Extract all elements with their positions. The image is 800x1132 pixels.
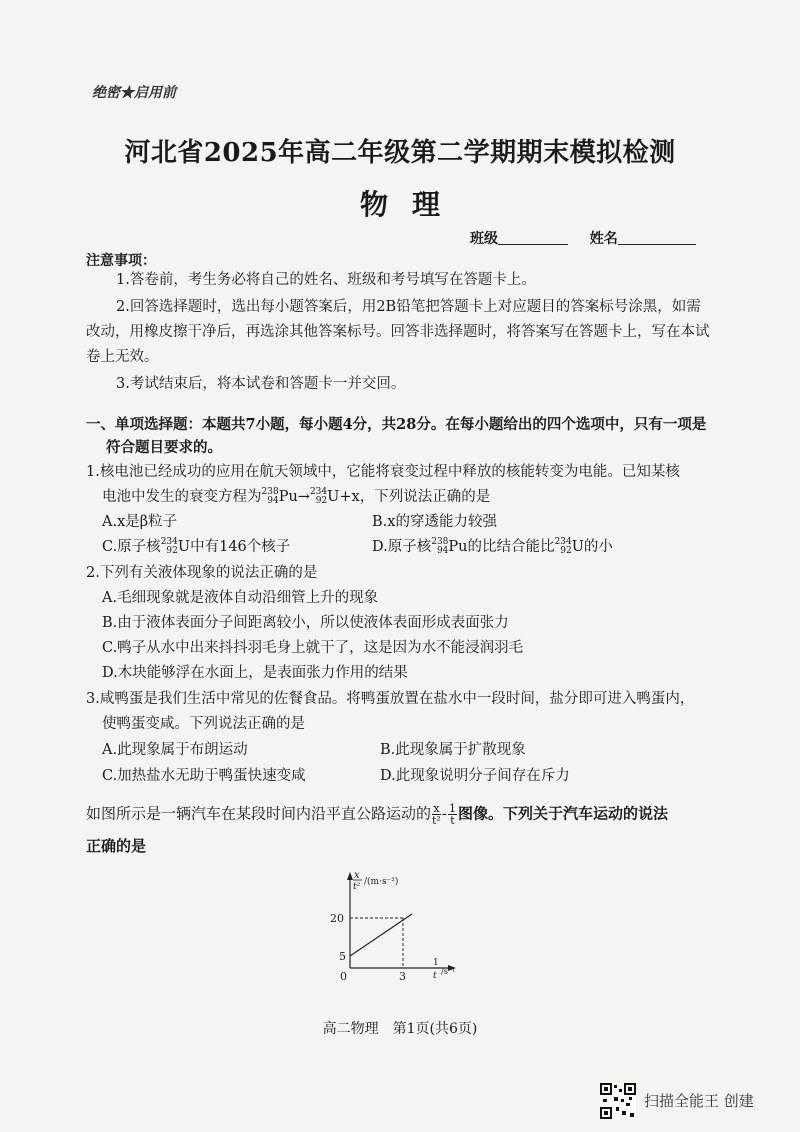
q1-stem-equation: 电池中发生的衰变方程为 238 94 Pu→ 234 92 U+x，下列说法正确的是: [102, 487, 491, 506]
q4-stem: 如图所示是一辆汽车在某段时间内沿平直公路运动的 $\frac{x}{\text{t²}}$ - $\frac{1}{t}$ 图像。下列关于汽车运动的说法: [86, 802, 668, 827]
section1-heading-cont: 符合题目要求的。: [106, 439, 222, 456]
page-footer: 高二物理 第1页(共6页): [322, 1021, 478, 1037]
origin-label: 0: [340, 970, 347, 983]
x-label-num: 1: [433, 958, 439, 968]
q4-graph: [320, 868, 470, 988]
q2-option-b[interactable]: B.由于液体表面分子间距离较小，所以使液体表面形成表面张力: [102, 615, 509, 631]
q1-option-b[interactable]: B.x的穿透能力较强: [372, 514, 497, 530]
q1-option-d[interactable]: D.原子核 238 94 Pu的比结合能比 234 92 U的小: [372, 537, 613, 556]
y-axis-arrow: [347, 872, 353, 880]
q2-option-d[interactable]: D.木块能够浮在水面上，是表面张力作用的结果: [102, 665, 408, 681]
q3-option-c[interactable]: C.加热盐水无助于鸭蛋快速变咸: [102, 768, 306, 784]
q1-option-a[interactable]: A.x是β粒子: [102, 514, 178, 530]
y-label-den: t²: [353, 882, 361, 892]
notes-heading: 注意事项：: [86, 253, 156, 269]
class-name-line: [470, 228, 696, 248]
note-3: 3.考试结束后，将本试卷和答题卡一并交回。: [116, 376, 406, 392]
y-tick-5: 5: [339, 950, 346, 963]
q1-stem: 1.核电池已经成功的应用在航天领域中，它能将衰变过程中释放的核能转变为电能。已知某核: [86, 464, 680, 480]
x-tick-3: 3: [399, 970, 406, 983]
name-label: 姓名: [589, 231, 618, 247]
note-2: 2.回答选择题时，选出每小题答案后，用2B铅笔把答题卡上对应题目的答案标号涂黑，如需: [116, 299, 701, 315]
q3-stem: 3.咸鸭蛋是我们生活中常见的佐餐食品。将鸭蛋放置在盐水中一段时间，盐分即可进入鸭蛋内，: [86, 691, 695, 707]
subject-title: 物理: [359, 188, 464, 221]
q3-option-a[interactable]: A.此现象属于布朗运动: [102, 742, 248, 758]
q3-option-d[interactable]: D.此现象说明分子间存在斥力: [380, 768, 570, 784]
q4-stem-cont: 正确的是: [86, 837, 147, 855]
x-label-unit: /s⁻¹: [441, 967, 456, 976]
q1-option-c[interactable]: C.原子核 234 92 U中有146个核子: [102, 537, 291, 556]
class-blank[interactable]: [498, 230, 568, 245]
note-2-end: 卷上无效。: [86, 349, 159, 365]
note-2-cont: 改动，用橡皮擦干净后，再选涂其他答案标号。回答非选择题时，将答案写在答题卡上，写在本试: [86, 324, 710, 340]
x-label-den: t: [433, 971, 437, 981]
q3-stem-cont: 使鸭蛋变咸。下列说法正确的是: [102, 716, 305, 732]
note-1: 1.答卷前，考生务必将自己的姓名、班级和考号填写在答题卡上。: [116, 272, 536, 288]
section1-heading: 一、单项选择题：本题共7小题，每小题4分，共28分。在每小题给出的四个选项中，只有一项是: [86, 416, 707, 433]
qr-code-icon: [600, 1083, 636, 1119]
q2-option-a[interactable]: A.毛细现象就是液体自动沿细管上升的现象: [102, 590, 379, 606]
y-label-unit: /(m·s⁻²): [364, 877, 399, 887]
q3-option-b[interactable]: B.此现象属于扩散现象: [380, 742, 526, 758]
y-tick-20: 20: [330, 912, 344, 925]
name-blank[interactable]: [618, 230, 696, 245]
confidential-mark: 绝密★启用前: [92, 85, 176, 101]
class-label: 班级: [470, 231, 498, 247]
exam-title: 河北省2025年高二年级第二学期期末模拟检测: [124, 138, 676, 168]
q2-stem: 2.下列有关液体现象的说法正确的是: [86, 565, 318, 581]
scanner-watermark: 扫描全能王 创建: [644, 1092, 754, 1110]
q2-option-c[interactable]: C.鸭子从水中出来抖抖羽毛身上就干了，这是因为水不能浸润羽毛: [102, 640, 524, 656]
y-label-num: x: [354, 870, 360, 881]
